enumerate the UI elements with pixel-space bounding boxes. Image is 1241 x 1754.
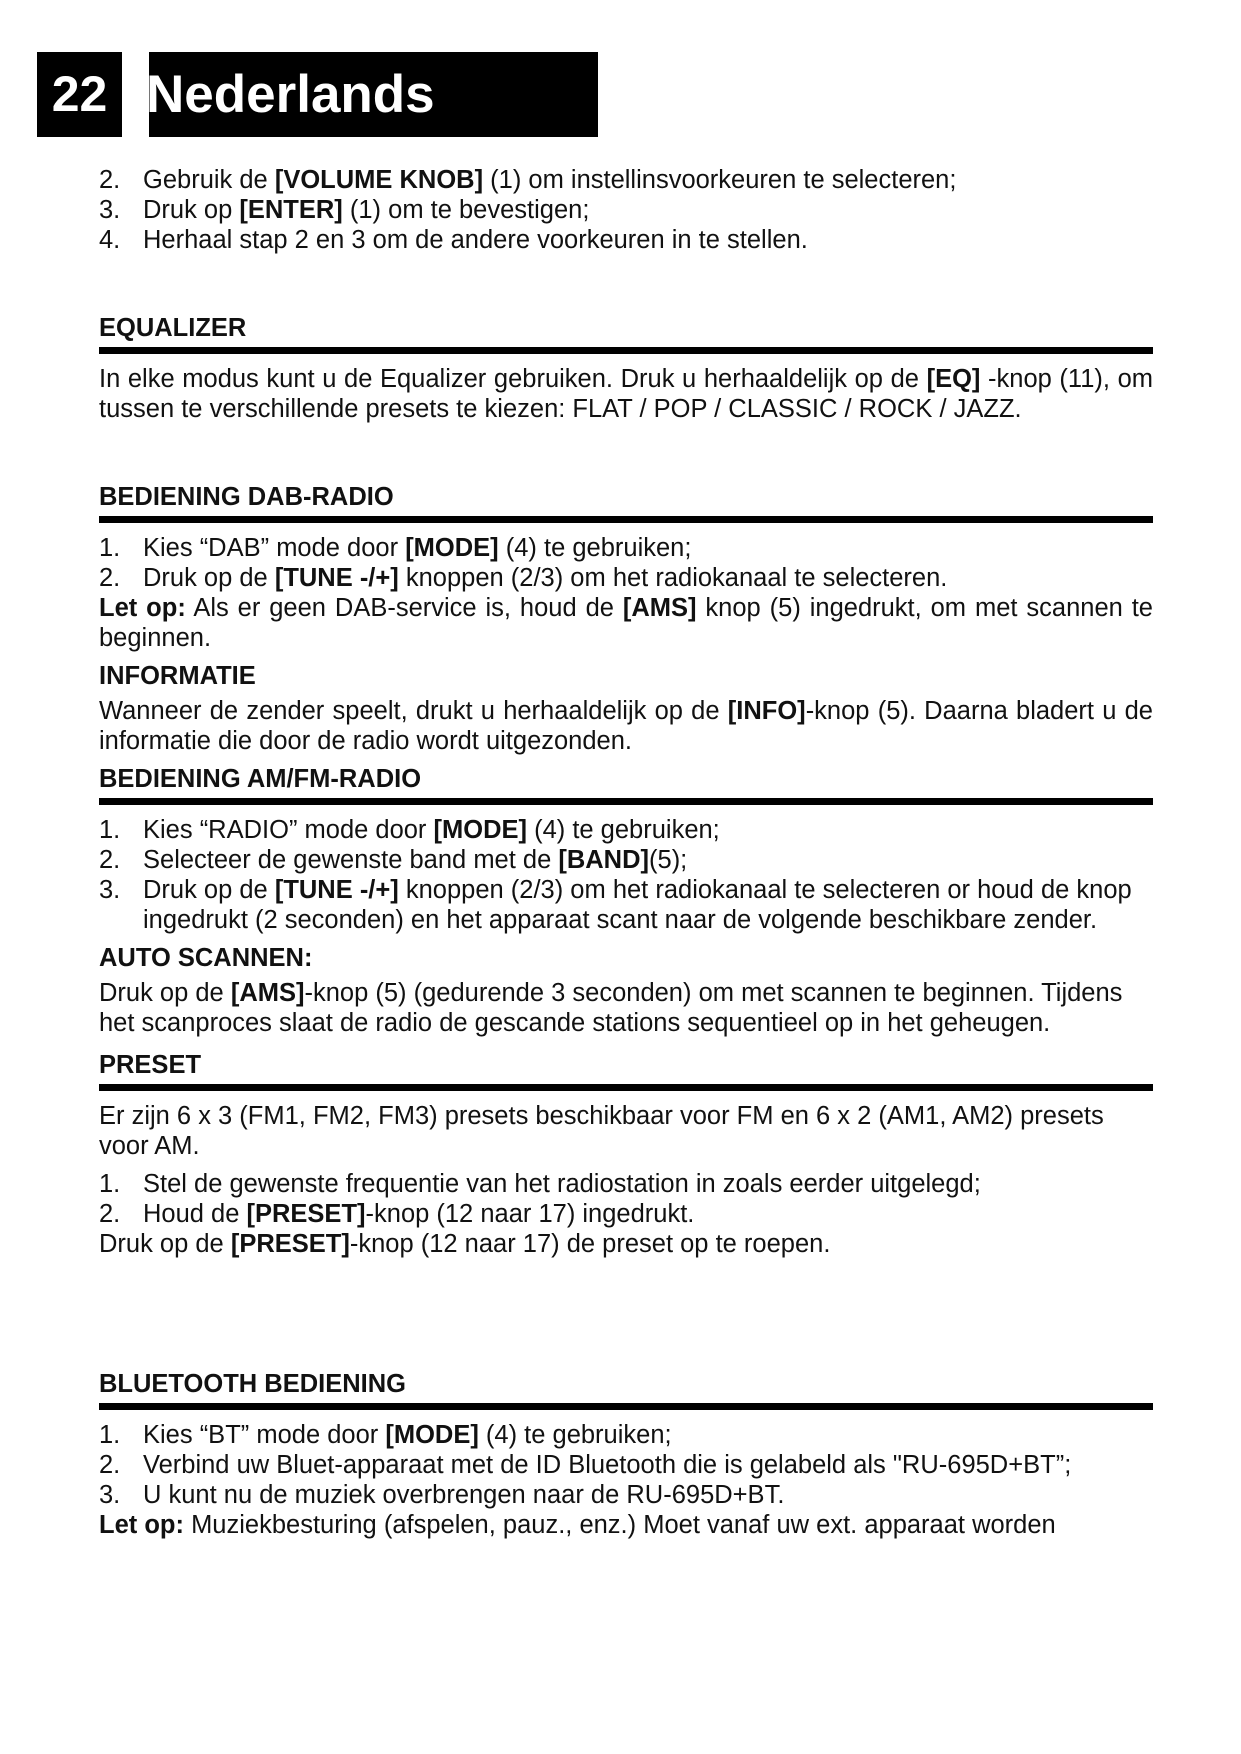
list-item: 1. Kies “BT” mode door [MODE] (4) te gebruiken; (99, 1421, 672, 1449)
list-item: 2. Selecteer de gewenste band met de [BAND](5); (99, 846, 688, 874)
list-item: 3. U kunt nu de muziek overbrengen naar de RU-695D+BT. (99, 1481, 785, 1509)
preset-list (99, 1169, 1153, 1229)
preset-intro: Er zijn 6 x 3 (FM1, FM2, FM3) presets beschikbaar voor FM en 6 x 2 (AM1, AM2) presets voor AM. (99, 1102, 1104, 1160)
list-item: 2. Houd de [PRESET]-knop (12 naar 17) ingedrukt. (99, 1200, 695, 1228)
bluetooth-list (99, 1420, 1153, 1510)
section-rule (99, 798, 1153, 805)
top-list (99, 165, 1153, 255)
informatie-paragraph: Wanneer de zender speelt, drukt u herhaaldelijk op de [INFO]-knop (5). Daarna bladert u de informatie die door de radio wordt uitgezonden. (99, 697, 1153, 755)
list-item: 1. Kies “DAB” mode door [MODE] (4) te gebruiken; (99, 534, 692, 562)
bluetooth-note: Let op: Muziekbesturing (afspelen, pauz., enz.) Moet vanaf uw ext. apparaat worden (99, 1511, 1056, 1539)
manual-content (99, 165, 1153, 1540)
section-title-equalizer: EQUALIZER (99, 314, 247, 342)
section-title-dab: BEDIENING DAB-RADIO (99, 483, 394, 511)
section-title-preset: PRESET (99, 1051, 202, 1079)
section-title-auto-scan: AUTO SCANNEN: (99, 944, 313, 972)
dab-list (99, 533, 1153, 593)
section-title-bluetooth: BLUETOOTH BEDIENING (99, 1370, 406, 1398)
section-rule (99, 1403, 1153, 1410)
list-item: 2. Gebruik de [VOLUME KNOB] (1) om instellinsvoorkeuren te selecteren; (99, 166, 957, 194)
list-item: 4. Herhaal stap 2 en 3 om de andere voorkeuren in te stellen. (99, 226, 808, 254)
section-rule (99, 347, 1153, 354)
list-item: 1. Stel de gewenste frequentie van het radiostation in zoals eerder uitgelegd; (99, 1170, 981, 1198)
page-title (146, 52, 598, 137)
list-item: 3. Druk op [ENTER] (1) om te bevestigen; (99, 196, 590, 224)
preset-recall: Druk op de [PRESET]-knop (12 naar 17) de preset op te roepen. (99, 1230, 831, 1258)
list-item: 2. Druk op de [TUNE -/+] knoppen (2/3) om het radiokanaal te selecteren. (99, 564, 948, 592)
amfm-list (99, 815, 1153, 935)
section-title-informatie: INFORMATIE (99, 662, 256, 690)
list-item: 1. Kies “RADIO” mode door [MODE] (4) te gebruiken; (99, 816, 720, 844)
section-rule (99, 516, 1153, 523)
section-title-amfm: BEDIENING AM/FM-RADIO (99, 765, 422, 793)
page-title-text: Nederlands (146, 65, 435, 124)
dab-note: Let op: Als er geen DAB-service is, houd de [AMS] knop (5) ingedrukt, om met scannen te beginnen. (99, 594, 1153, 652)
list-item: 3. Druk op de [TUNE -/+] knoppen (2/3) om het radiokanaal te selecteren or houd de knop ingedrukt (2 seconden) en het apparaat scant naar de volgende beschikbare zender. (99, 876, 1132, 934)
section-rule (99, 1084, 1153, 1091)
equalizer-paragraph: In elke modus kunt u de Equalizer gebruiken. Druk u herhaaldelijk op de [EQ] -knop (11), om tussen te verschillende presets te kiezen: FLAT / POP / CLASSIC / ROCK / JAZZ. (99, 365, 1153, 423)
page-number: 22 (37, 52, 122, 137)
auto-scan-paragraph: Druk op de [AMS]-knop (5) (gedurende 3 seconden) om met scannen te beginnen. Tijdens het scanproces slaat de radio de gescande stations sequentieel op in het geheugen. (99, 979, 1123, 1037)
list-item: 2. Verbind uw Bluet-apparaat met de ID Bluetooth die is gelabeld als "RU-695D+BT”; (99, 1451, 1072, 1479)
